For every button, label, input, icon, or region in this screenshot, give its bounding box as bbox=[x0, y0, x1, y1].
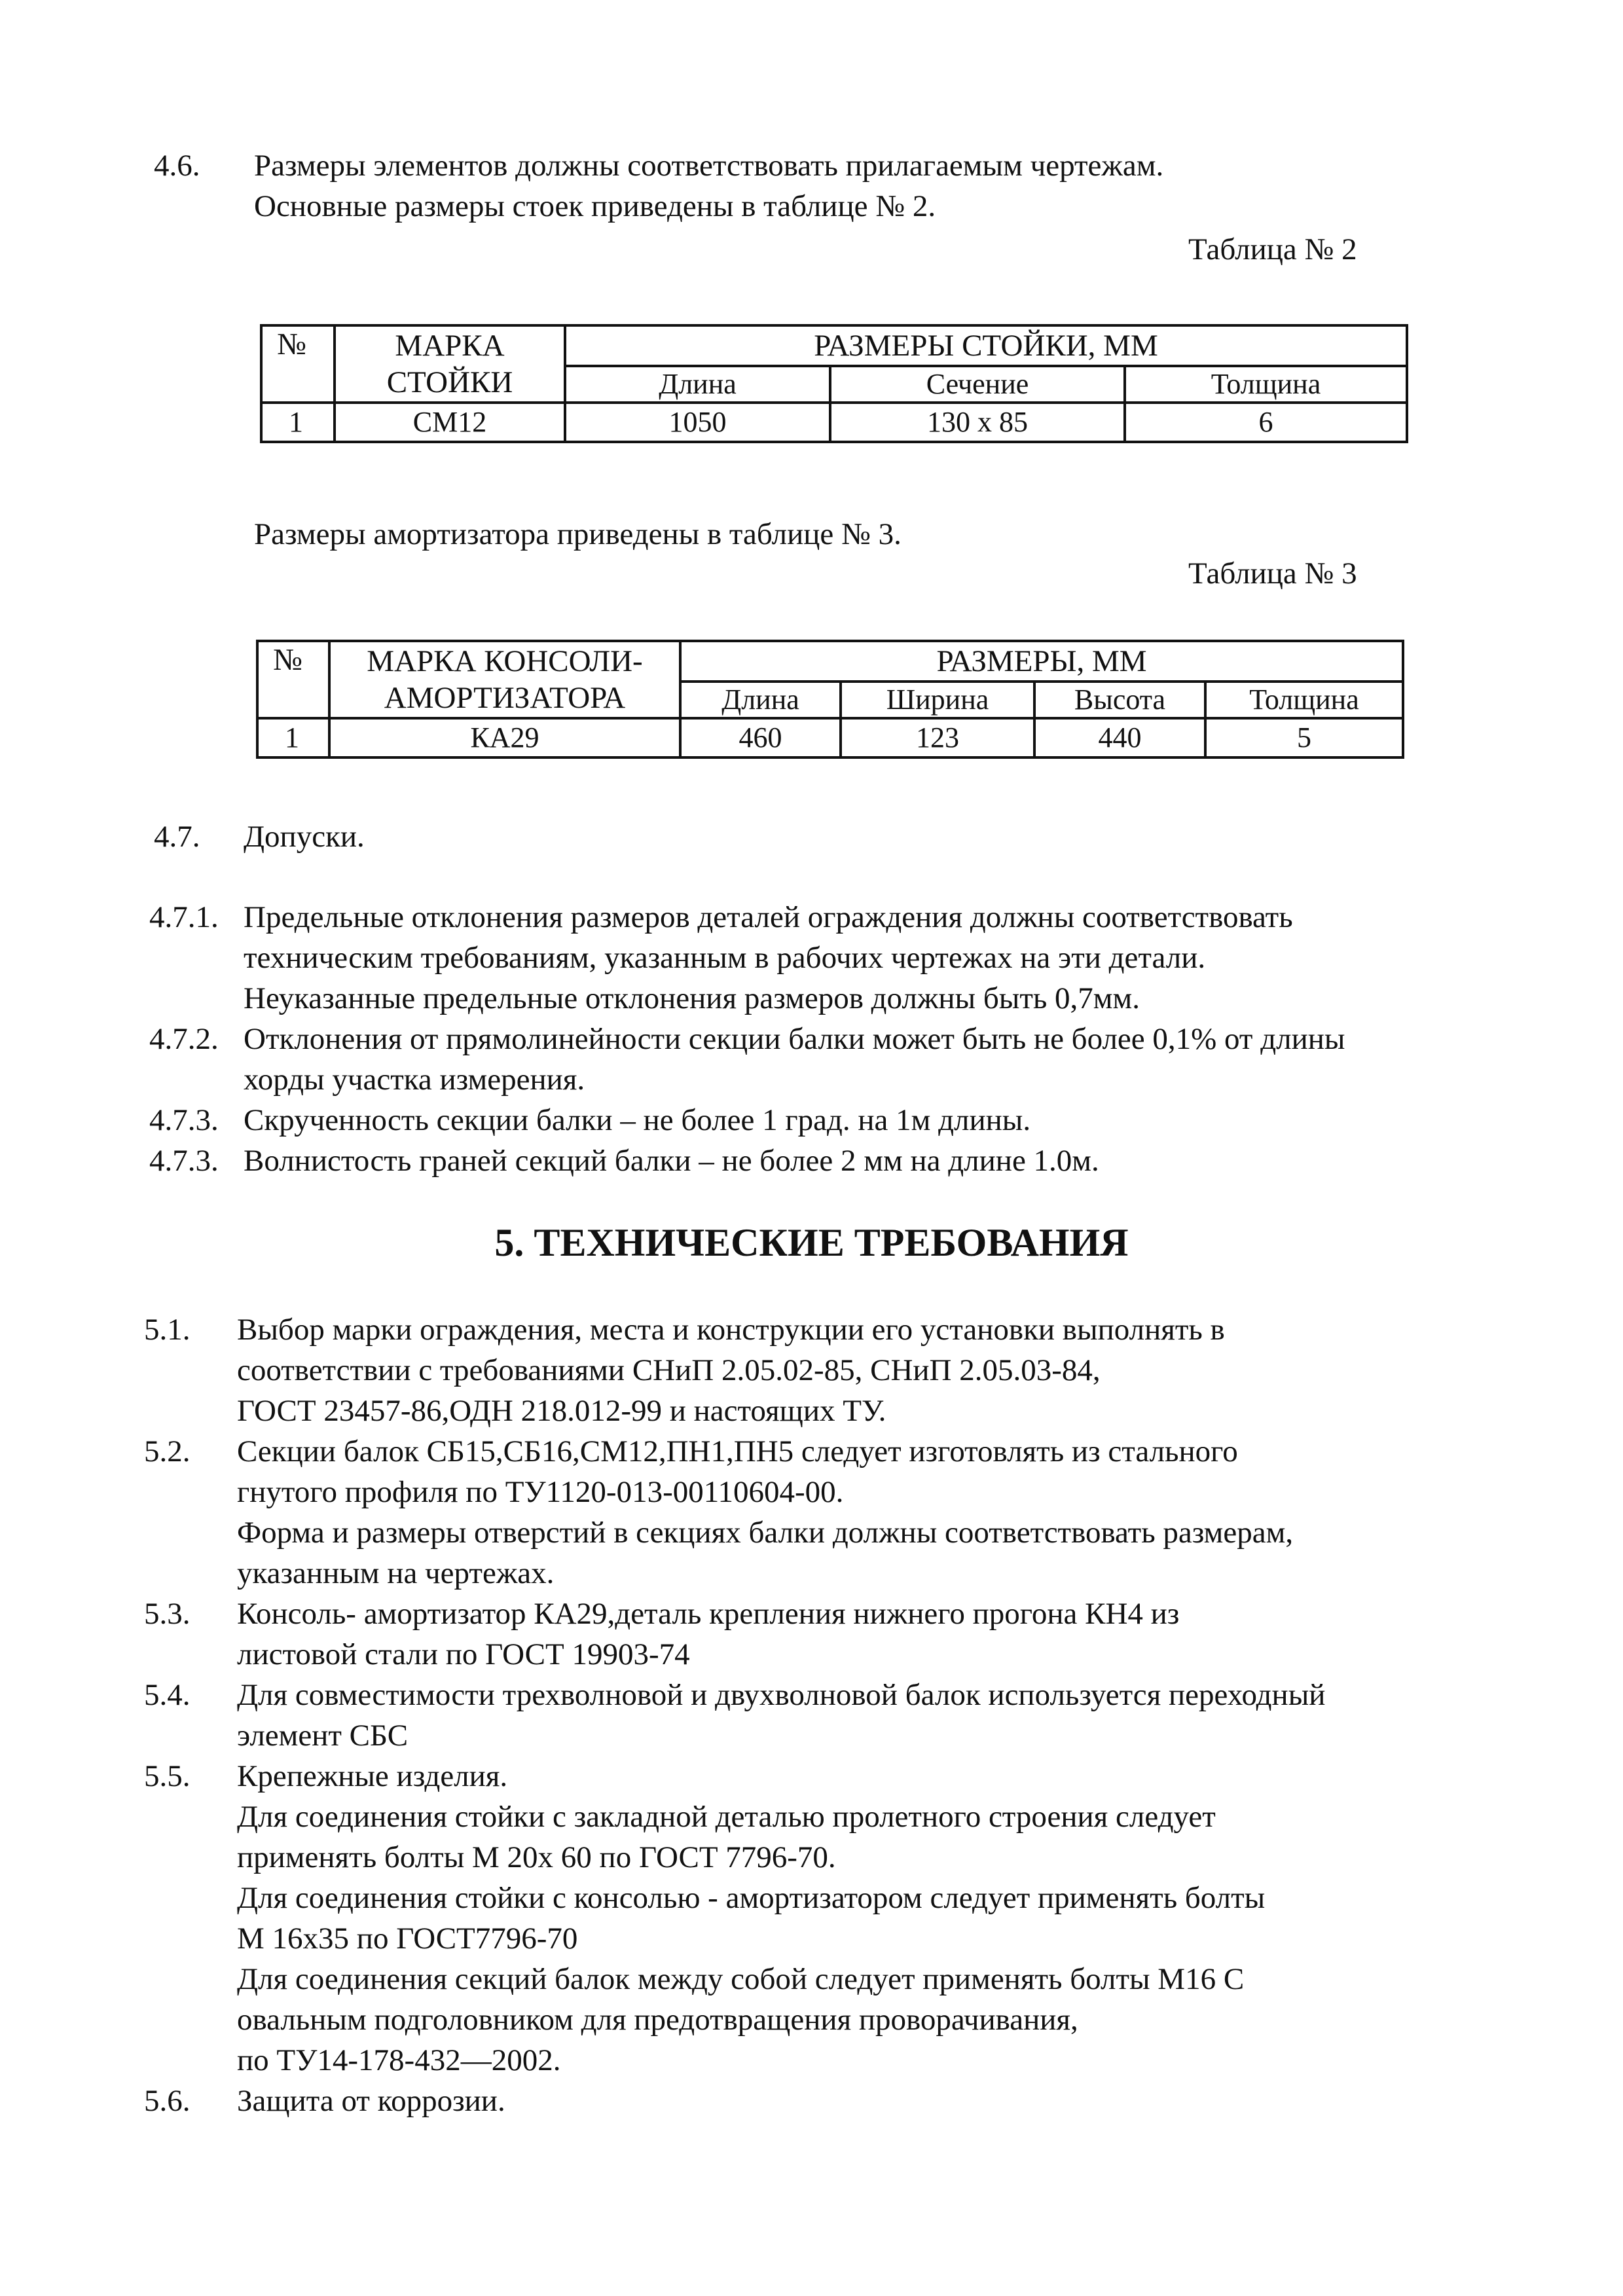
section-number: 4.7.3. bbox=[149, 1144, 219, 1178]
table-row bbox=[261, 403, 1407, 442]
paragraph-line: Выбор марки ограждения, места и конструкции его установки выполнять в bbox=[237, 1313, 1225, 1347]
table2-header-section: Сечение bbox=[830, 366, 1125, 403]
section-number: 4.7. bbox=[154, 820, 200, 854]
paragraph-line: Форма и размеры отверстий в секциях балки должны соответствовать размерам, bbox=[237, 1516, 1294, 1550]
table2-header-thickness: Толщина bbox=[1125, 366, 1407, 403]
section-number: 4.7.1. bbox=[149, 900, 219, 934]
paragraph-line: Отклонения от прямолинейности секции балки может быть не более 0,1% от длины bbox=[244, 1022, 1345, 1056]
table-row bbox=[257, 718, 1403, 757]
table3-cell-width: 123 bbox=[841, 718, 1034, 757]
paragraph-line: Предельные отклонения размеров деталей ограждения должны соответствовать bbox=[244, 900, 1293, 934]
paragraph-line: Размеры элементов должны соответствовать прилагаемым чертежам. bbox=[254, 149, 1164, 183]
paragraph-line: Скрученность секции балки – не более 1 град. на 1м длины. bbox=[244, 1103, 1031, 1137]
table3-header-height: Высота bbox=[1034, 682, 1205, 718]
paragraph-line: Секции балок СБ15,СБ16,СМ12,ПН1,ПН5 следует изготовлять из стального bbox=[237, 1434, 1238, 1468]
table-3 bbox=[256, 640, 1404, 759]
paragraph-line: Для соединения стойки с консолью - амортизатором следует применять болты bbox=[237, 1881, 1266, 1915]
paragraph-line: ГОСТ 23457-86,ОДН 218.012-99 и настоящих ТУ. bbox=[237, 1394, 886, 1428]
paragraph-line: Для соединения секций балок между собой следует применять болты М16 С bbox=[237, 1962, 1245, 1996]
paragraph-line: Основные размеры стоек приведены в таблице № 2. bbox=[254, 189, 936, 223]
table2-cell-thickness: 6 bbox=[1125, 403, 1407, 442]
paragraph-line: соответствии с требованиями СНиП 2.05.02-85, СНиП 2.05.03-84, bbox=[237, 1353, 1101, 1387]
section-number: 5.5. bbox=[144, 1759, 191, 1793]
table2-caption: Таблица № 2 bbox=[1188, 232, 1357, 266]
table3-header-num: № bbox=[257, 641, 329, 718]
table2-header-mark: МАРКА СТОЙКИ bbox=[335, 325, 565, 403]
section-number: 4.7.3. bbox=[149, 1103, 219, 1137]
table-2 bbox=[260, 324, 1408, 443]
table2-header-length: Длина bbox=[565, 366, 830, 403]
section-number: 5.6. bbox=[144, 2084, 191, 2118]
paragraph-line: указанным на чертежах. bbox=[237, 1556, 555, 1590]
paragraph-line: Волнистость граней секций балки – не более 2 мм на длине 1.0м. bbox=[244, 1144, 1099, 1178]
table3-header-length: Длина bbox=[680, 682, 841, 718]
paragraph-line: хорды участка измерения. bbox=[244, 1063, 585, 1097]
table2-cell-mark: СМ12 bbox=[335, 403, 565, 442]
paragraph-line: применять болты М 20х 60 по ГОСТ 7796-70. bbox=[237, 1840, 836, 1874]
paragraph-line: техническим требованиям, указанным в рабочих чертежах на эти детали. bbox=[244, 941, 1206, 975]
paragraph-line: гнутого профиля по ТУ1120-013-00110604-00. bbox=[237, 1475, 844, 1509]
section-number: 5.4. bbox=[144, 1678, 191, 1712]
paragraph-line: Консоль- амортизатор КА29,деталь крепления нижнего прогона КН4 из bbox=[237, 1597, 1180, 1631]
table2-header-num: № bbox=[261, 325, 335, 403]
paragraph-line: Допуски. bbox=[244, 820, 365, 854]
table2-cell-length: 1050 bbox=[565, 403, 830, 442]
table3-cell-height: 440 bbox=[1034, 718, 1205, 757]
table3-cell-num: 1 bbox=[257, 718, 329, 757]
paragraph-line: М 16х35 по ГОСТ7796-70 bbox=[237, 1922, 578, 1956]
section-number: 4.6. bbox=[154, 149, 200, 183]
table3-header-mark: МАРКА КОНСОЛИ-АМОРТИЗАТОРА bbox=[329, 641, 680, 718]
table3-cell-length: 460 bbox=[680, 718, 841, 757]
section-number: 5.2. bbox=[144, 1434, 191, 1468]
paragraph-line: овальным подголовником для предотвращения проворачивания, bbox=[237, 2003, 1078, 2037]
paragraph-line: Защита от коррозии. bbox=[237, 2084, 505, 2118]
paragraph-line: листовой стали по ГОСТ 19903-74 bbox=[237, 1637, 690, 1671]
table2-header-group: РАЗМЕРЫ СТОЙКИ, ММ bbox=[565, 325, 1407, 366]
table3-cell-thickness: 5 bbox=[1205, 718, 1403, 757]
table3-header-width: Ширина bbox=[841, 682, 1034, 718]
paragraph-line: Размеры амортизатора приведены в таблице № 3. bbox=[254, 517, 902, 551]
section-number: 5.1. bbox=[144, 1313, 191, 1347]
paragraph-line: Для совместимости трехволновой и двухволновой балок используется переходный bbox=[237, 1678, 1326, 1712]
table3-caption: Таблица № 3 bbox=[1188, 556, 1357, 591]
section-heading: 5. ТЕХНИЧЕСКИЕ ТРЕБОВАНИЯ bbox=[494, 1221, 1129, 1264]
table3-header-thickness: Толщина bbox=[1205, 682, 1403, 718]
paragraph-line: Для соединения стойки с закладной деталью пролетного строения следует bbox=[237, 1800, 1216, 1834]
section-number: 5.3. bbox=[144, 1597, 191, 1631]
table2-cell-num: 1 bbox=[261, 403, 335, 442]
table3-header-group: РАЗМЕРЫ, ММ bbox=[680, 641, 1403, 682]
table3-cell-mark: КА29 bbox=[329, 718, 680, 757]
table2-cell-section: 130 х 85 bbox=[830, 403, 1125, 442]
paragraph-line: по ТУ14-178-432—2002. bbox=[237, 2043, 561, 2077]
paragraph-line: элемент СБС bbox=[237, 1719, 409, 1753]
paragraph-line: Неуказанные предельные отклонения размеров должны быть 0,7мм. bbox=[244, 981, 1140, 1015]
paragraph-line: Крепежные изделия. bbox=[237, 1759, 508, 1793]
section-number: 4.7.2. bbox=[149, 1022, 219, 1056]
